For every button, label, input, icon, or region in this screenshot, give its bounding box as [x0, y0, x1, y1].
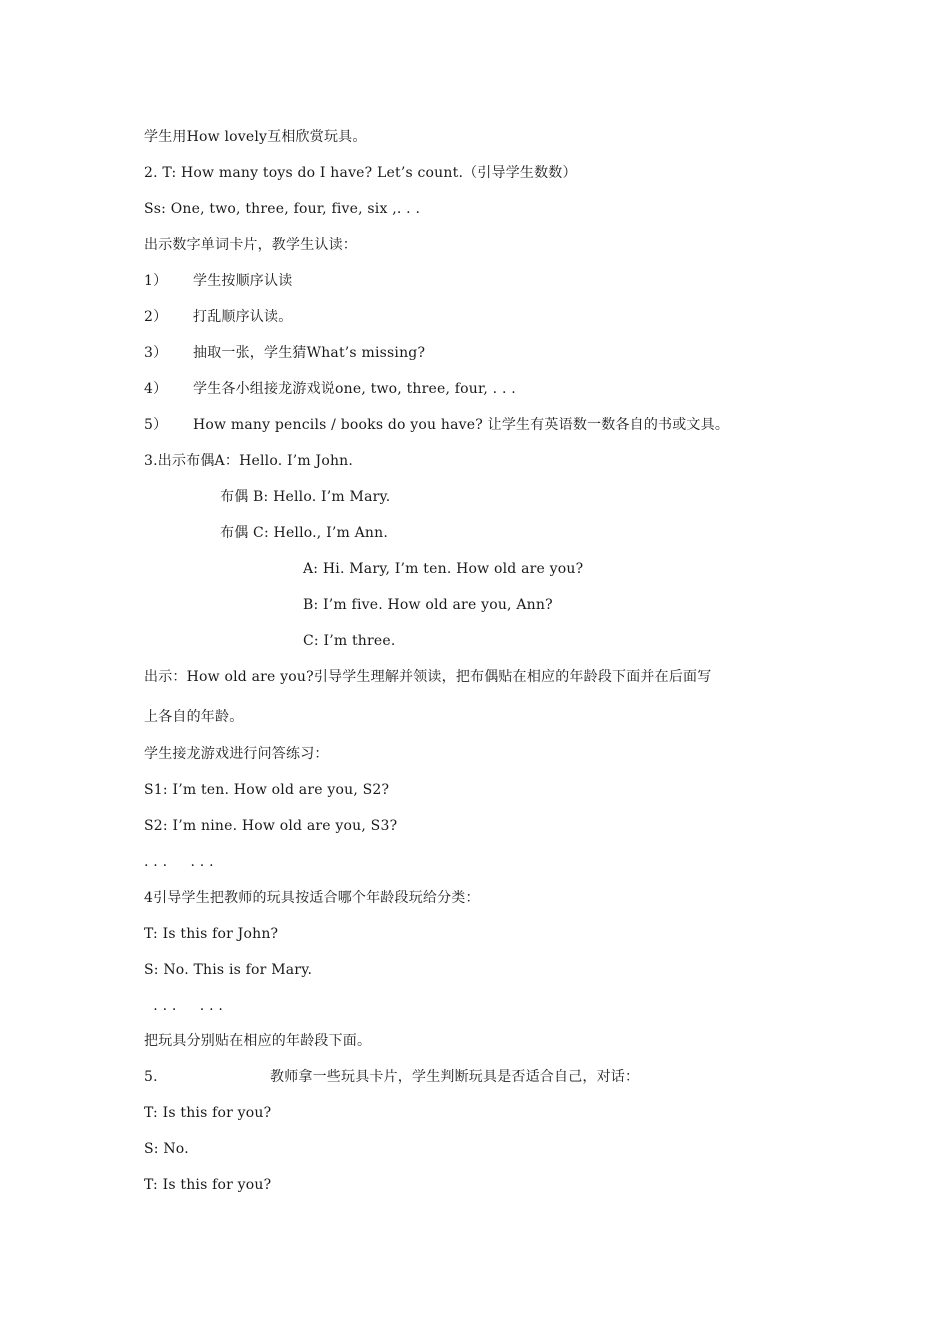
text-line: T: Is this for John?: [144, 926, 279, 942]
list-item: [144, 380, 516, 398]
text-line: 出示数字单词卡片，教学生认读：: [144, 237, 357, 253]
text-line: B: I’m five. How old are you, Ann?: [303, 597, 553, 613]
text-line: 学生接龙游戏进行问答练习：: [144, 746, 329, 762]
list-item: [144, 416, 729, 434]
list-number: 5.: [144, 1069, 158, 1085]
list-text: 抽取一张，学生猜What’s missing?: [193, 345, 426, 361]
list-number: 4）: [144, 381, 168, 397]
list-item: [144, 308, 292, 326]
text-line: S: No.: [144, 1141, 189, 1157]
text-line: 出示：How old are you?引导学生理解并领读，把布偶贴在相应的年龄段下面并在后面写: [144, 669, 712, 685]
list-text: How many pencils / books do you have? 让学生有英语数一数各自的书或文具。: [193, 417, 730, 433]
list-number: 3）: [144, 345, 168, 361]
text-line: T: Is this for you?: [144, 1177, 272, 1193]
list-item: [144, 272, 292, 290]
text-line: S2: I’m nine. How old are you, S3?: [144, 818, 398, 834]
text-line: S: No. This is for Mary.: [144, 962, 313, 978]
text-line: 4引导学生把教师的玩具按适合哪个年龄段玩给分类：: [144, 890, 480, 906]
text-line: C: I’m three.: [303, 633, 396, 649]
text-line: 学生用How lovely互相欣赏玩具。: [144, 129, 367, 145]
list-item: [144, 344, 425, 362]
list-text: 学生各小组接龙游戏说one, two, three, four, . . .: [193, 381, 516, 397]
text-line: S1: I’m ten. How old are you, S2?: [144, 782, 390, 798]
list-number: 2）: [144, 309, 168, 325]
text-line: 把玩具分别贴在相应的年龄段下面。: [144, 1033, 372, 1049]
text-line: 2. T: How many toys do I have? Let’s count.（引导学生数数）: [144, 165, 577, 181]
text-line: T: Is this for you?: [144, 1105, 272, 1121]
list-text: 学生按顺序认读: [193, 273, 293, 289]
text-line: . . . . . .: [144, 998, 224, 1014]
text-line: 3.出示布偶A：Hello. I’m John.: [144, 453, 354, 469]
list-number: 5）: [144, 417, 168, 433]
list-text: 教师拿一些玩具卡片，学生判断玩具是否适合自己，对话：: [270, 1069, 640, 1085]
text-line: 上各自的年龄。: [144, 709, 244, 725]
list-number: 1）: [144, 273, 168, 289]
text-line: A: Hi. Mary, I’m ten. How old are you?: [303, 561, 584, 577]
list-text: 打乱顺序认读。: [193, 309, 293, 325]
text-line: 布偶 C: Hello., I’m Ann.: [220, 525, 389, 541]
text-line: . . . . . .: [144, 854, 214, 870]
text-line: 布偶 B: Hello. I’m Mary.: [220, 489, 391, 505]
text-line: Ss: One, two, three, four, five, six ,. . .: [144, 201, 421, 217]
list-item: [144, 1068, 639, 1086]
